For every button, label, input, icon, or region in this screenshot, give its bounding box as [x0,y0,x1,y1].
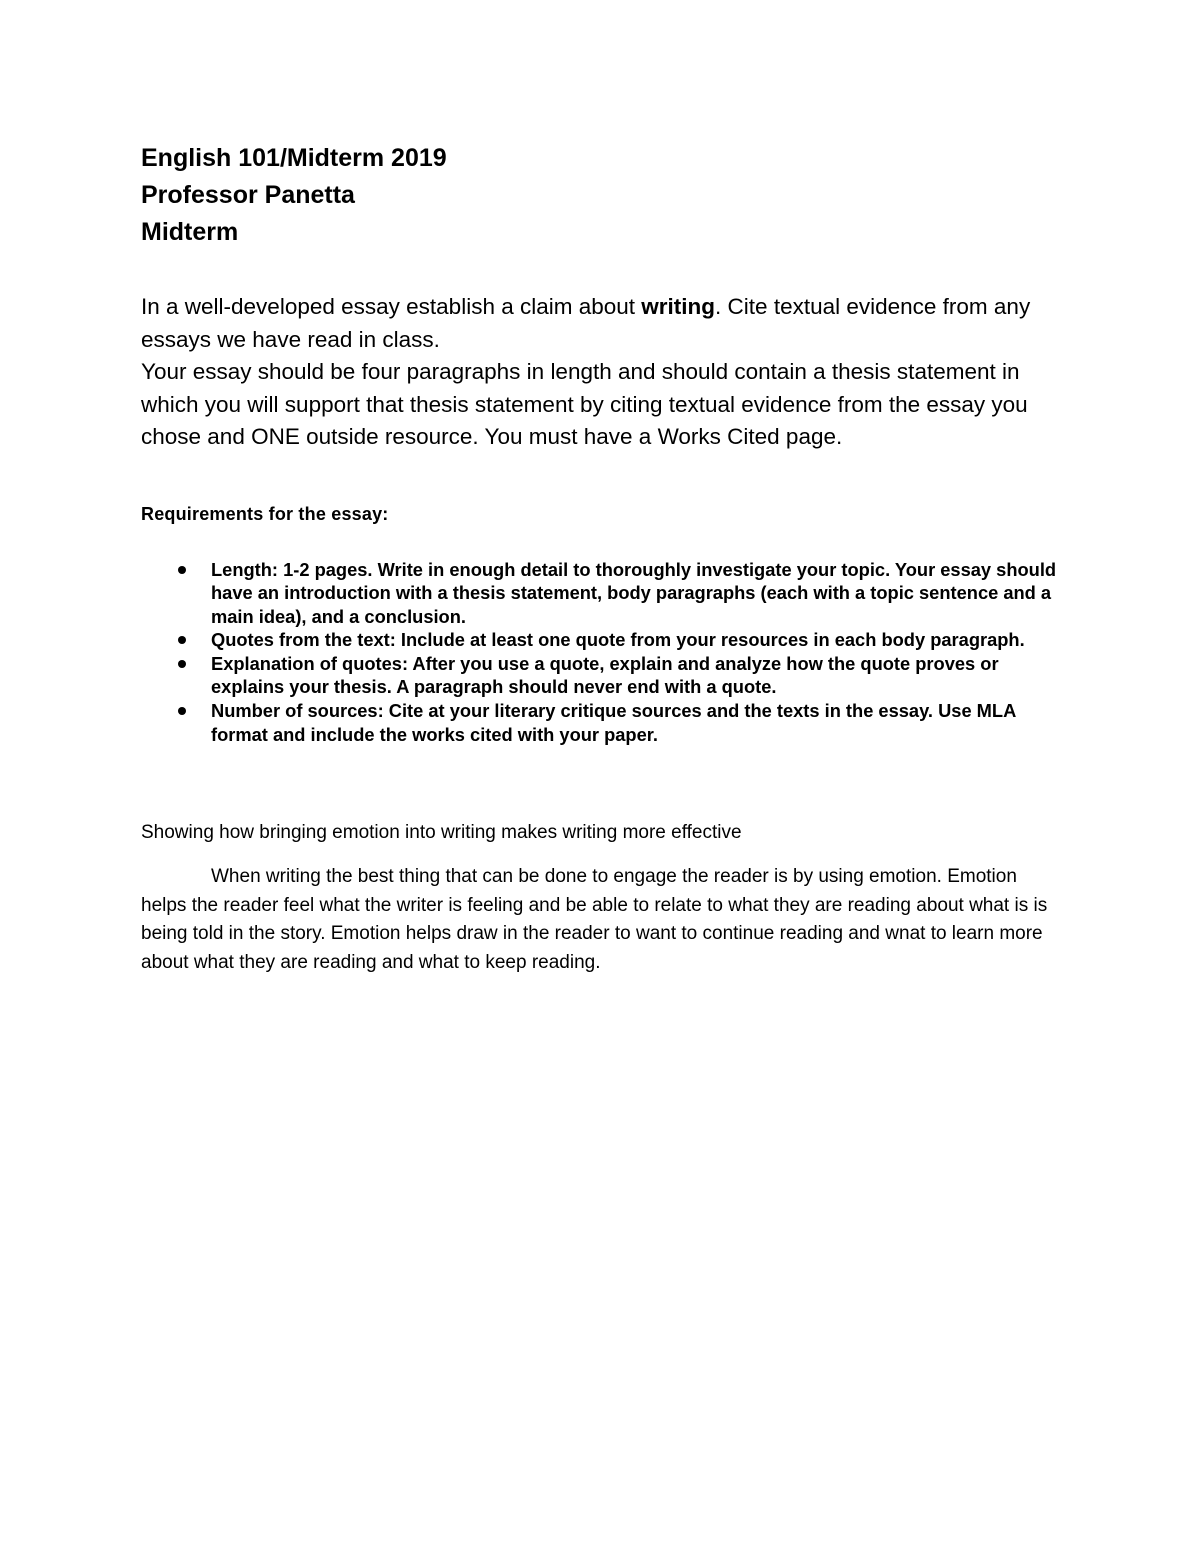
prompt-paragraph-1 [141,291,1071,356]
requirement-text: Quotes from the text: Include at least one quote from your resources in each body paragraph. [211,629,1025,651]
requirements-heading: Requirements for the essay: [141,503,389,524]
essay-title: Showing how bringing emotion into writing makes writing more effective [141,822,742,844]
document-content [141,140,1071,978]
list-item [141,652,1071,699]
course-title: English 101/Midterm 2019 [141,144,447,172]
prompt-keyword: writing [641,294,716,319]
prompt-text-after: . Cite textual evidence from any essays we have read in class. [141,294,1031,352]
document-header [141,140,1071,251]
requirement-text: Number of sources: Cite at your literary critique sources and the texts in the essay. Use MLA format and include the works cited with your paper. [211,700,1016,745]
bullet-icon [178,707,186,715]
professor-name: Professor Panetta [141,181,355,209]
essay-prompt [141,291,1071,454]
list-item [141,699,1071,746]
list-item [141,558,1071,629]
requirement-text: Length: 1-2 pages. Write in enough detail to thoroughly investigate your topic. Your essay should have an introduction with a thesis statement, body paragraphs (each with a topic sentence and a main idea), and a conclusion. [211,558,1057,627]
requirement-text: Explanation of quotes: After you use a quote, explain and analyze how the quote proves or explains your thesis. A paragraph should never end with a quote. [211,652,999,698]
prompt-text-before: In a well-developed essay establish a claim about [141,294,642,319]
requirements-list [141,558,1071,747]
exam-name: Midterm [141,218,239,246]
prompt-paragraph-2: Your essay should be four paragraphs in length and should contain a thesis statement in which you will support that thesis statement by citing textual evidence from the essay you chose and ONE outside resource. You must have a Works Cited page. [141,359,1028,449]
list-item [141,628,1071,652]
bullet-icon [178,660,186,668]
bullet-icon [178,566,186,574]
bullet-icon [178,636,186,644]
essay-body-paragraph: When writing the best thing that can be done to engage the reader is by using emotion. Emotion helps the reader feel what the writer is feeling and be able to relate to what they are reading about what is is being told in the story. Emotion helps draw in the reader to want to continue reading and wnat to learn more about what they are reading and what to keep reading. [141,866,1048,974]
